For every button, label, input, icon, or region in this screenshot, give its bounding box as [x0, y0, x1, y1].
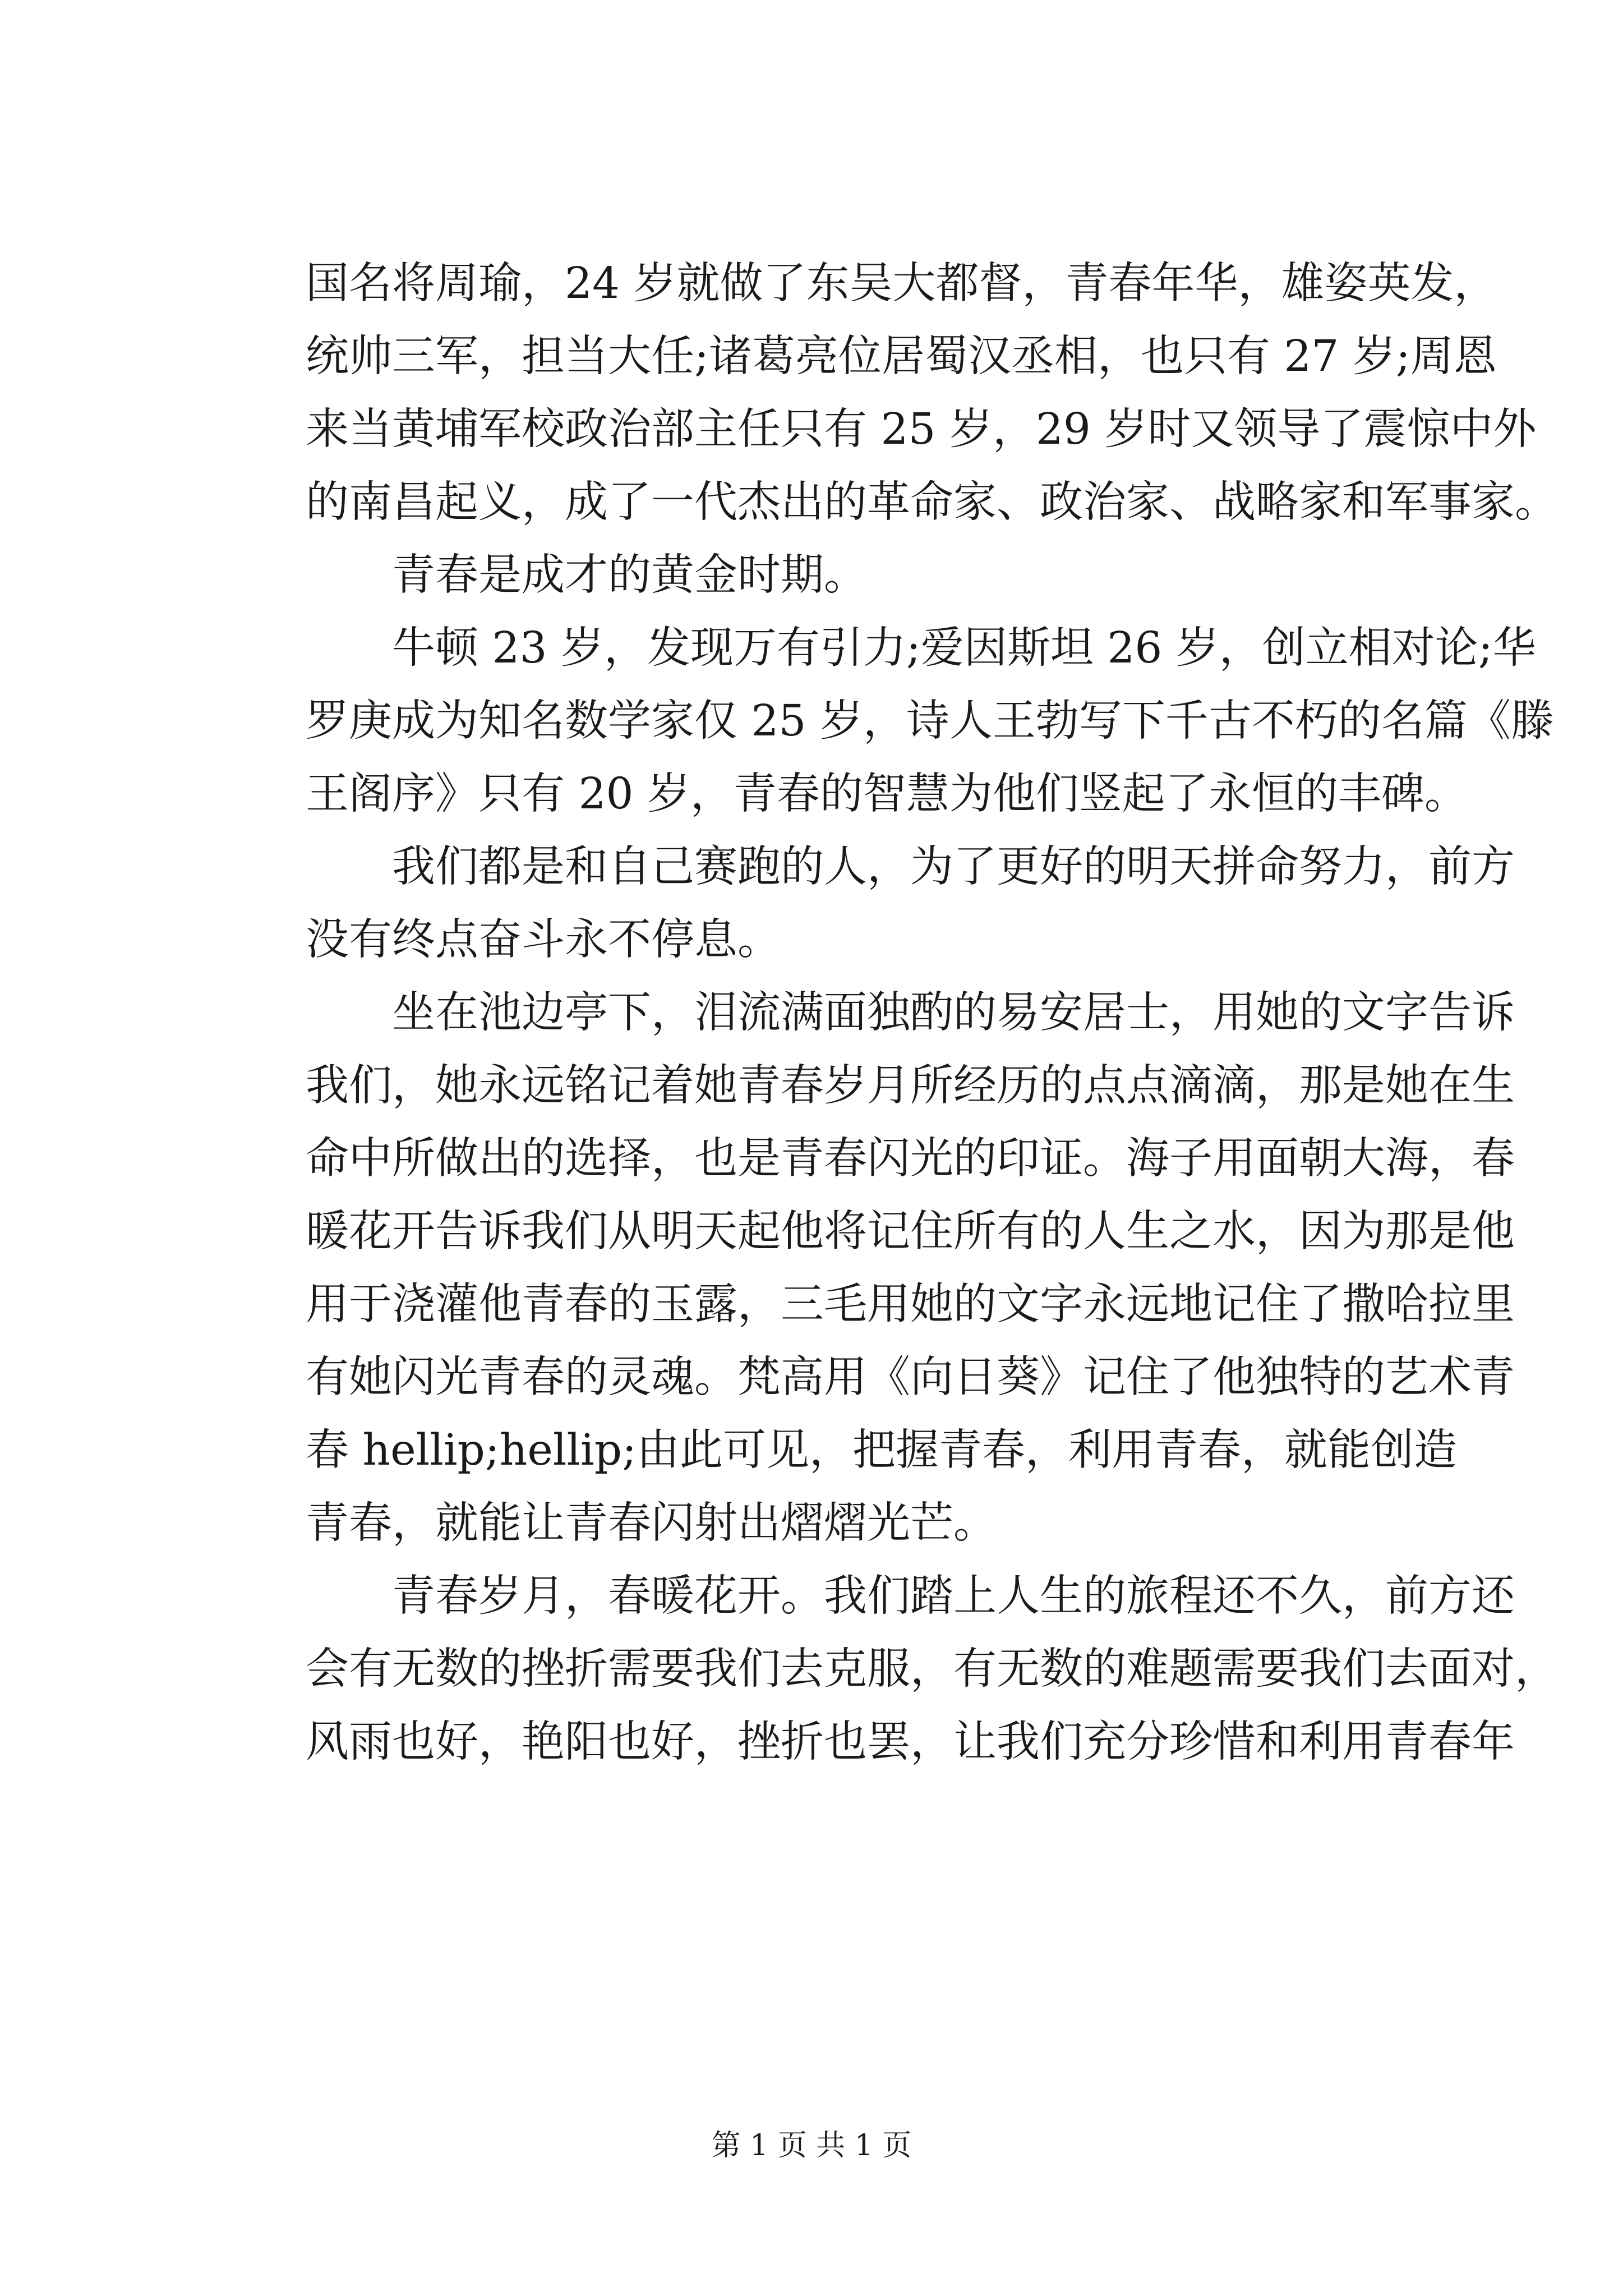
page-number-footer: 第 1 页 共 1 页 — [711, 2129, 912, 2162]
text-line: 牛顿 23 岁，发现万有引力;爱因斯坦 26 岁，创立相对论;华 — [392, 623, 1536, 673]
text-line: 有她闪光青春的灵魂。梵高用《向日葵》记住了他独特的艺术青 — [306, 1352, 1515, 1402]
text-line: 坐在池边亭下，泪流满面独酌的易安居士，用她的文字告诉 — [392, 988, 1515, 1038]
text-line: 命中所做出的选择，也是青春闪光的印证。海子用面朝大海，春 — [306, 1134, 1515, 1184]
text-line: 没有终点奋斗永不停息。 — [306, 915, 781, 965]
text-line: 暖花开告诉我们从明天起他将记住所有的人生之水，因为那是他 — [306, 1207, 1515, 1257]
text-line: 来当黄埔军校政治部主任只有 25 岁，29 岁时又领导了震惊中外 — [306, 404, 1537, 454]
text-line: 用于浇灌他青春的玉露，三毛用她的文字永远地记住了撒哈拉里 — [306, 1280, 1515, 1329]
text-line: 的南昌起义，成了一代杰出的革命家、政治家、战略家和军事家。 — [306, 477, 1558, 527]
text-line: 青春，就能让青春闪射出熠熠光芒。 — [306, 1498, 997, 1548]
text-line: 会有无数的挫折需要我们去克服，有无数的难题需要我们去面对， — [306, 1644, 1558, 1694]
text-line: 统帅三军，担当大任;诸葛亮位居蜀汉丞相，也只有 27 岁;周恩 — [306, 332, 1497, 381]
text-line: 我们，她永远铭记着她青春岁月所经历的点点滴滴，那是她在生 — [306, 1061, 1515, 1111]
text-line: 国名将周瑜，24 岁就做了东吴大都督，青春年华，雄姿英发， — [306, 259, 1497, 309]
text-line: 春 hellip;hellip;由此可见，把握青春，利用青春，就能创造 — [306, 1425, 1458, 1475]
text-line: 青春岁月，春暖花开。我们踏上人生的旅程还不久，前方还 — [392, 1571, 1515, 1621]
text-line: 罗庚成为知名数学家仅 25 岁，诗人王勃写下千古不朽的名篇《滕 — [306, 696, 1554, 746]
text-line: 我们都是和自己赛跑的人，为了更好的明天拼命努力，前方 — [392, 842, 1515, 892]
text-line: 风雨也好，艳阳也好，挫折也罢，让我们充分珍惜和利用青春年 — [306, 1717, 1515, 1767]
text-line: 王阁序》只有 20 岁，青春的智慧为他们竖起了永恒的丰碑。 — [306, 769, 1468, 819]
text-line: 青春是成才的黄金时期。 — [392, 550, 867, 600]
